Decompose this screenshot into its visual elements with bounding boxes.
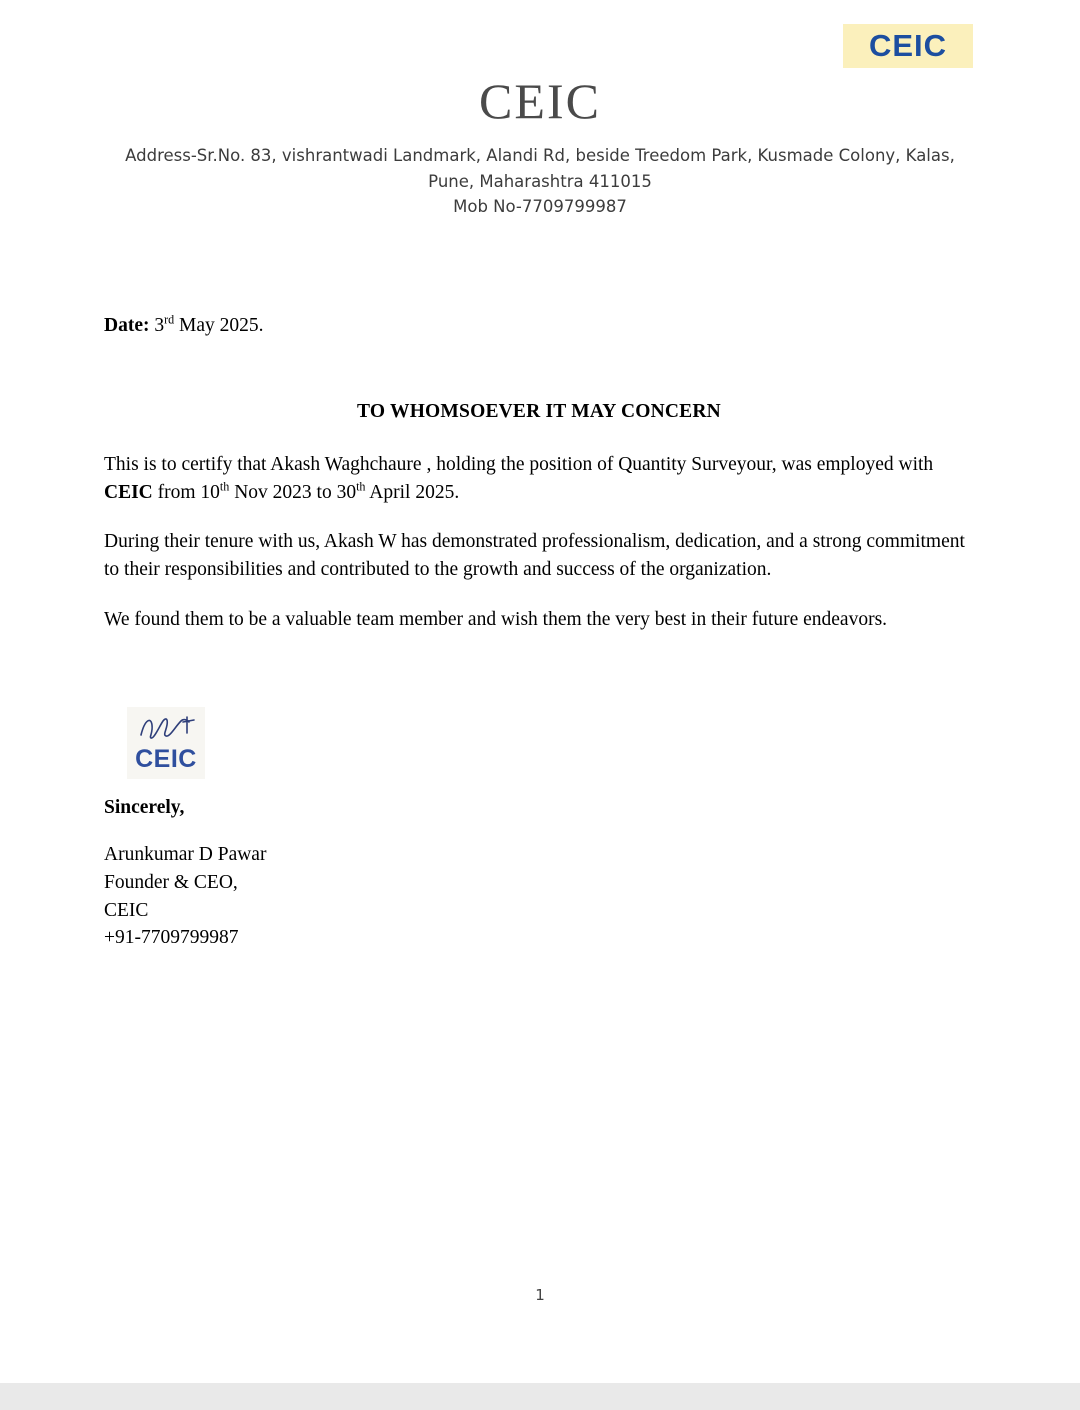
page-gap [0, 1383, 1080, 1410]
signature-stamp [127, 707, 205, 779]
date-rest: May 2025. [174, 314, 264, 336]
signer-company: CEIC [104, 899, 149, 921]
signature-block [104, 841, 974, 952]
company-name: CEIC [479, 73, 601, 129]
para1-seg3: Nov 2023 to 30 [229, 481, 357, 503]
handwritten-signature-icon [137, 713, 197, 743]
para1-company-bold: CEIC [104, 481, 153, 503]
para1-seg4: April 2025. [365, 481, 460, 503]
para1-sup2: th [356, 479, 366, 494]
signer-name: Arunkumar D Pawar [104, 844, 267, 866]
page-number: 1 [535, 1286, 545, 1304]
signer-phone: +91-7709799987 [104, 927, 239, 949]
ceic-logo-badge-text: CEIC [868, 28, 948, 63]
para1-seg2: from 10 [152, 481, 220, 503]
date-day: 3 [154, 314, 165, 336]
letter-subject: TO WHOMSOEVER IT MAY CONCERN [357, 400, 721, 422]
date-ordinal: rd [164, 312, 175, 327]
date-label: Date: [104, 314, 150, 336]
letter-paragraph-3: We found them to be a valuable team member and wish them the very best in their future endeavors. [104, 608, 888, 630]
company-address: Address-Sr.No. 83, vishrantwadi Landmark, Alandi Rd, beside Treedom Park, Kusmade Colony, Kalas, Pune, Maharashtra 411015 [125, 146, 955, 191]
sincerely-label: Sincerely, [104, 797, 185, 819]
stamp-text: CEIC [135, 745, 197, 773]
ceic-logo-badge [843, 24, 973, 68]
letter-paragraph-2: During their tenure with us, Akash W has demonstrated professionalism, dedication, and a strong commitment to their responsibilities and contributed to the growth and success of the organization. [104, 531, 965, 581]
date-line [104, 312, 974, 339]
letter-body [0, 312, 1080, 952]
company-mobile: Mob No-7709799987 [453, 197, 627, 217]
para1-seg1: This is to certify that Akash Waghchaure , holding the position of Quantity Surveyour, was employed with [104, 453, 934, 475]
signer-title: Founder & CEO, [104, 872, 238, 894]
letter-paragraph-1 [104, 451, 974, 506]
para1-sup1: th [219, 479, 230, 494]
